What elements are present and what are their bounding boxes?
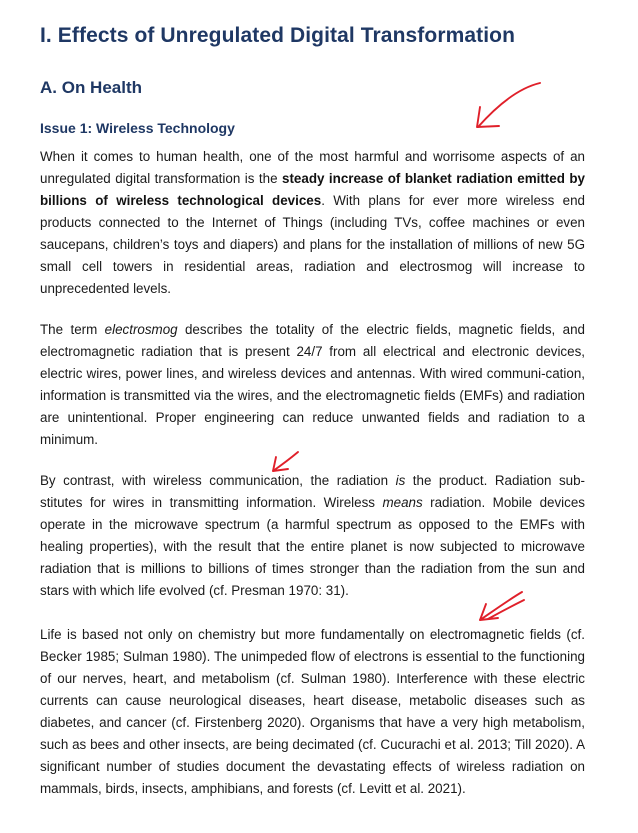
paragraph-electrosmog bbox=[40, 319, 585, 451]
arrow-icon bbox=[268, 446, 304, 476]
italic-term: is bbox=[395, 473, 406, 488]
paragraph-text: . With plans for ever more wireless end products connected to the Internet of Things (including TVs, coffee machines or even saucepans, children’s toys and diapers) and plans for the installation of millions of new 5G small cell towers in residential areas, radiation and electrosmog will increase to unprecedented levels. bbox=[40, 193, 585, 296]
emphasis-text: steady increase of blanket radiation emitted by billions of wireless technological devices bbox=[40, 171, 585, 208]
double-arrow-icon bbox=[474, 588, 530, 626]
paragraph-wireless-communication bbox=[40, 470, 585, 602]
paragraph-text: radiation. Mobile devices operate in the microwave spectrum (a harmful spectrum as opposed to the EMFs with healing properties), with the result that the entire planet is now subjected to microwave radiation that is millions to billions of times stronger than the radiation from the sun and stars with which life evolved (cf. Presman 1970: 31). bbox=[40, 495, 585, 598]
paragraph-life-electromagnetic bbox=[40, 624, 585, 800]
paragraph-wireless-technology bbox=[40, 146, 585, 300]
document-title: I. Effects of Unregulated Digital Transformation bbox=[40, 24, 516, 47]
paragraph-text: describes the totality of the electric fields, magnetic fields, and electromagnetic radiation that is present 24/7 from all electrical and electronic devices, electric wires, power lines, and wireless devices and antennas. With wired communi-cation, information is transmitted via the wires, and the electromagnetic fields (EMFs) and radiation are unintentional. Proper engineering can reduce unwanted fields and radiation to a minimum. bbox=[40, 322, 586, 447]
italic-term: electrosmog bbox=[104, 322, 178, 337]
issue-heading: Issue 1: Wireless Technology bbox=[40, 120, 235, 136]
italic-term: means bbox=[382, 495, 423, 510]
paragraph-text: By contrast, with wireless communication, the radiation bbox=[40, 473, 396, 488]
paragraph-text: Life is based not only on chemistry but more fundamentally on electromagnetic fields (cf. Becker 1985; Sulman 1980). The unimpeded flow of electrons is essential to the functioning of our nerves, heart, and metabolism (cf. Sulman 1980). Interference with these electric currents can cause neurological diseases, heart disease, metabolic diseases such as diabetes, and cancer (cf. Firstenberg 2020). Organisms that have a very high metabolism, such as bees and other insects, are being decimated (cf. Cucurachi et al. 2013; Till 2020). A significant number of studies document the devastating effects of wireless radiation on mammals, birds, insects, amphibians, and forests (cf. Levitt et al. 2021). bbox=[40, 627, 585, 796]
paragraph-text: When it comes to human health, one of the most harmful and worrisome aspects of an unregulated digital transformation is the bbox=[40, 149, 585, 186]
arrow-icon bbox=[468, 78, 548, 134]
paragraph-text: The term bbox=[40, 322, 105, 337]
section-heading: A. On Health bbox=[40, 78, 143, 97]
paragraph-text: the product. Radiation sub-stitutes for wires in transmitting information. Wireless bbox=[40, 473, 585, 510]
